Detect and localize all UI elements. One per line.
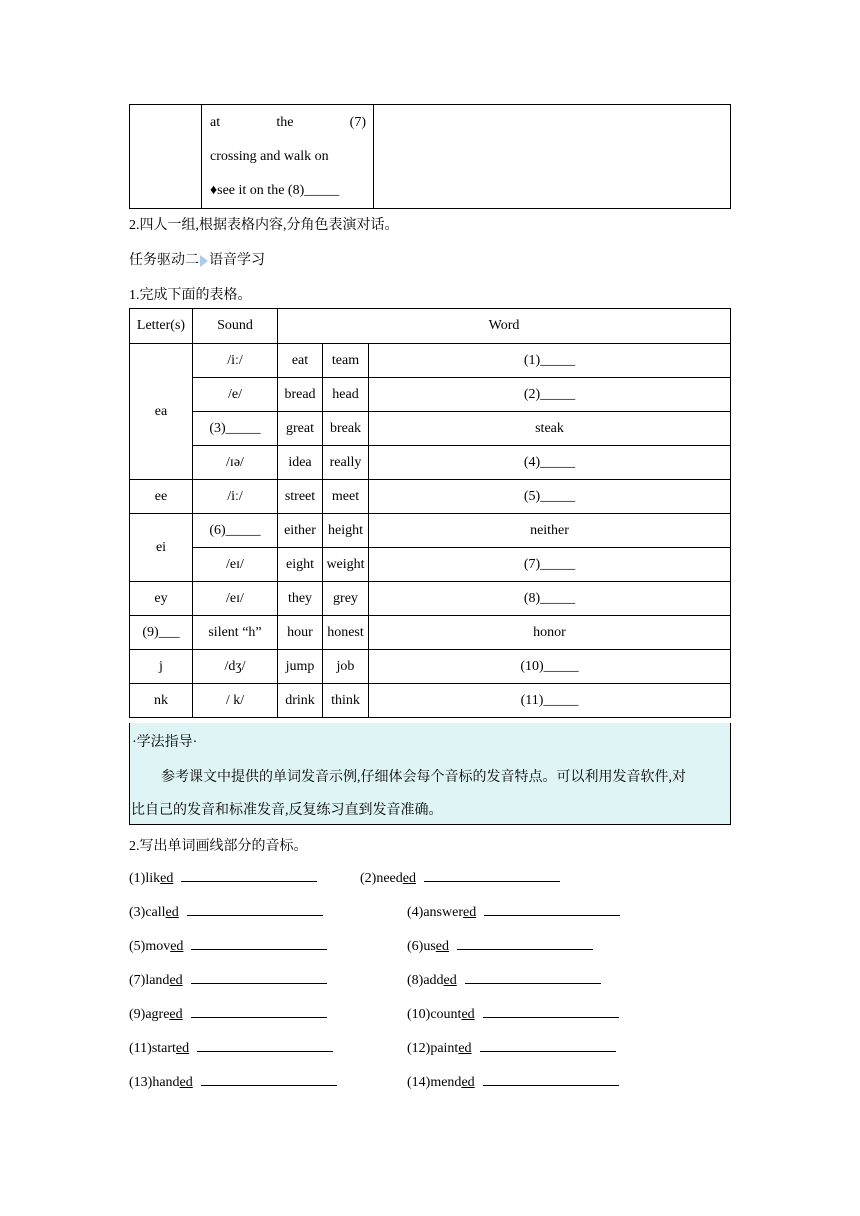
para-write-phonetics: 2.写出单词画线部分的音标。 <box>129 839 308 854</box>
sound-cell: silent “h” <box>193 616 278 650</box>
word-cell: think <box>323 684 369 718</box>
answer-blank[interactable] <box>181 869 317 882</box>
answer-cell: (1)_____ <box>369 344 731 378</box>
word-cell: jump <box>278 650 323 684</box>
letters-cell: nk <box>130 684 193 718</box>
letters-cell: j <box>130 650 193 684</box>
sound-cell: /dʒ/ <box>193 650 278 684</box>
word-cell: break <box>323 412 369 446</box>
top-table-line2: crossing and walk on <box>210 149 329 164</box>
word-cell: really <box>323 446 369 480</box>
word-cell: job <box>323 650 369 684</box>
letters-cell: ei <box>130 514 193 582</box>
answer-blank[interactable] <box>201 1073 337 1086</box>
answer-blank[interactable] <box>484 903 620 916</box>
answer-blank[interactable] <box>424 869 560 882</box>
word-cell: drink <box>278 684 323 718</box>
word-cell: meet <box>323 480 369 514</box>
word-cell: either <box>278 514 323 548</box>
header-sound: Sound <box>193 309 278 344</box>
sound-cell: /ɪə/ <box>193 446 278 480</box>
letters-cell: ea <box>130 344 193 480</box>
answer-cell: steak <box>369 412 731 446</box>
study-guide-line2: 比自己的发音和标准发音,反复练习直到发音准确。 <box>131 803 443 818</box>
answer-blank[interactable] <box>483 1073 619 1086</box>
table-row <box>130 480 731 514</box>
top-table-line3: ♦see it on the (8)_____ <box>210 183 340 198</box>
word-cell: grey <box>323 582 369 616</box>
answer-blank[interactable] <box>457 937 593 950</box>
sound-cell: /iː/ <box>193 480 278 514</box>
answer-blank[interactable] <box>483 1005 619 1018</box>
exercise-item: (10)counted <box>407 1005 619 1023</box>
answer-blank[interactable] <box>480 1039 616 1052</box>
para-group-task: 2.四人一组,根据表格内容,分角色表演对话。 <box>129 218 399 233</box>
study-guide-box <box>129 723 731 825</box>
answer-cell: (11)_____ <box>369 684 731 718</box>
top-table <box>129 104 731 209</box>
exercise-item: (12)painted <box>407 1039 616 1057</box>
word-cell: team <box>323 344 369 378</box>
answer-cell: neither <box>369 514 731 548</box>
answer-cell: (7)_____ <box>369 548 731 582</box>
answer-blank[interactable] <box>191 1005 327 1018</box>
word-cell: head <box>323 378 369 412</box>
word-cell: hour <box>278 616 323 650</box>
word-cell: bread <box>278 378 323 412</box>
word-cell: they <box>278 582 323 616</box>
header-word: Word <box>278 309 731 344</box>
letters-cell: (9)___ <box>130 616 193 650</box>
table-row <box>130 650 731 684</box>
task-heading: 任务驱动二 语音学习 <box>129 253 265 268</box>
word-cell: honest <box>323 616 369 650</box>
answer-blank[interactable] <box>197 1039 333 1052</box>
table-row <box>130 684 731 718</box>
exercise-item: (1)liked <box>129 869 317 887</box>
answer-cell: (5)_____ <box>369 480 731 514</box>
word-cell: eight <box>278 548 323 582</box>
exercise-item: (5)moved <box>129 937 327 955</box>
exercise-item: (7)landed <box>129 971 327 989</box>
word-cell: weight <box>323 548 369 582</box>
answer-cell: (2)_____ <box>369 378 731 412</box>
sound-cell: /e/ <box>193 378 278 412</box>
exercise-item: (4)answered <box>407 903 620 921</box>
header-letters: Letter(s) <box>130 309 193 344</box>
exercise-item: (3)called <box>129 903 323 921</box>
top-table-text-cell <box>202 105 374 209</box>
study-guide-line1: 参考课文中提供的单词发音示例,仔细体会每个音标的发音特点。可以利用发音软件,对 <box>161 770 686 785</box>
sound-cell: (6)_____ <box>193 514 278 548</box>
word-cell: idea <box>278 446 323 480</box>
sound-cell: /iː/ <box>193 344 278 378</box>
word-cell: great <box>278 412 323 446</box>
word-cell: eat <box>278 344 323 378</box>
table-row <box>130 514 731 548</box>
table-header-row <box>130 309 731 344</box>
top-table-line1: at the (7) <box>210 115 366 130</box>
exercise-item: (11)started <box>129 1039 333 1057</box>
answer-blank[interactable] <box>191 937 327 950</box>
sound-cell: (3)_____ <box>193 412 278 446</box>
study-guide-title: ·学法指导· <box>132 735 198 750</box>
table-row <box>130 412 731 446</box>
answer-blank[interactable] <box>187 903 323 916</box>
para-complete-table: 1.完成下面的表格。 <box>129 288 252 303</box>
exercise-item: (8)added <box>407 971 601 989</box>
answer-cell: (4)_____ <box>369 446 731 480</box>
sound-cell: /eɪ/ <box>193 548 278 582</box>
answer-cell: honor <box>369 616 731 650</box>
word-cell: street <box>278 480 323 514</box>
exercise-item: (13)handed <box>129 1073 337 1091</box>
arrow-icon <box>200 255 208 267</box>
sound-cell: / k/ <box>193 684 278 718</box>
answer-cell: (10)_____ <box>369 650 731 684</box>
top-table-answer-cell <box>374 105 731 209</box>
answer-cell: (8)_____ <box>369 582 731 616</box>
table-row <box>130 582 731 616</box>
table-row <box>130 616 731 650</box>
sound-cell: /eɪ/ <box>193 582 278 616</box>
table-row <box>130 548 731 582</box>
top-table-empty-cell <box>130 105 202 209</box>
letters-cell: ey <box>130 582 193 616</box>
exercise-item: (2)needed <box>360 869 560 887</box>
exercise-item: (14)mended <box>407 1073 619 1091</box>
exercise-item: (6)used <box>407 937 593 955</box>
table-row <box>130 344 731 378</box>
answer-blank[interactable] <box>465 971 601 984</box>
phonics-table <box>129 308 731 718</box>
table-row <box>130 378 731 412</box>
table-row <box>130 446 731 480</box>
letters-cell: ee <box>130 480 193 514</box>
word-cell: height <box>323 514 369 548</box>
exercise-item: (9)agreed <box>129 1005 327 1023</box>
answer-blank[interactable] <box>191 971 327 984</box>
